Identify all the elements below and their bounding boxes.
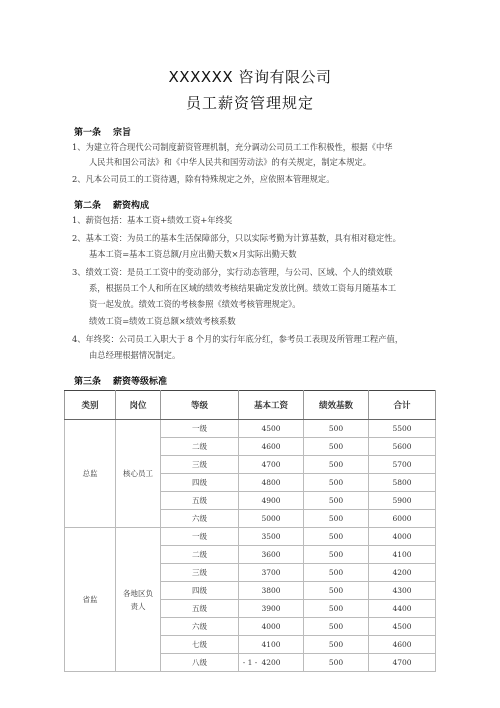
page-number: - 1 - [242,658,258,667]
performance-base-cell: 500 [304,420,369,438]
header-category: 类别 [65,391,116,420]
section-heading-purpose [74,125,143,138]
paragraph-line: 由总经理根据情况制定。 [89,350,181,360]
performance-base-cell: 500 [304,582,369,600]
paragraph-line: 3、绩效工资：是员工工资中的变动部分，实行动态管理，与公司、区域、个人的绩效联 [72,267,393,277]
header-grade: 等级 [161,391,239,420]
base-salary-cell: 3600 [239,546,304,564]
header-base-salary: 基本工资 [239,391,304,420]
grade-cell: 五级 [161,492,239,510]
paragraph-line: 绩效工资=绩效工资总额×绩效考核系数 [89,316,236,326]
total-cell: 6000 [369,510,436,528]
header-total: 合计 [369,391,436,420]
grade-cell: 三级 [161,564,239,582]
performance-base-cell: 500 [304,474,369,492]
base-salary-cell: 4600 [239,438,304,456]
section-heading-salary-grades [74,374,179,387]
grade-cell: 七级 [161,636,239,654]
grade-cell: 二级 [161,546,239,564]
paragraph-line: 资一起发放。绩效工资的考核参照《绩效考核管理规定》。 [89,299,301,309]
base-salary-cell: 4700 [239,456,304,474]
total-cell: 4300 [369,582,436,600]
paragraph-line: 1、薪资包括：基本工资+绩效工资+年终奖 [72,215,233,225]
base-salary-cell: 4100 [239,636,304,654]
performance-base-cell: 500 [304,546,369,564]
grade-cell: 八级 [161,654,239,672]
paragraph-line: 2、凡本公司员工的工资待遇，除有特殊规定之外，应依照本管理规定。 [72,174,335,184]
grade-cell: 六级 [161,618,239,636]
paragraph-line: 基本工资=基本工资总额/月应出勤天数×月实际出勤天数 [89,249,297,259]
table-row [65,420,436,438]
total-cell: 5900 [369,492,436,510]
paragraph-line: 2、基本工资：为员工的基本生活保障部分，只以实际考勤为计算基数，具有相对稳定性。 [72,233,401,243]
performance-base-cell: 500 [304,600,369,618]
total-cell: 4400 [369,600,436,618]
total-cell: 4500 [369,618,436,636]
total-cell: 5700 [369,456,436,474]
header-performance-base: 绩效基数 [304,391,369,420]
performance-base-cell: 500 [304,528,369,546]
section-heading-salary-structure [74,198,161,211]
base-salary-cell: 3900 [239,600,304,618]
performance-base-cell: 500 [304,654,369,672]
grade-cell: 五级 [161,600,239,618]
total-cell: 4600 [369,636,436,654]
base-salary-cell: 3700 [239,564,304,582]
position-cell [116,528,161,672]
salary-grade-table [64,390,436,672]
grade-cell: 四级 [161,474,239,492]
category-cell: 总监 [65,420,116,528]
base-salary-cell: 4900 [239,492,304,510]
base-salary-cell: 3800 [239,582,304,600]
base-salary-cell: 4200 [239,654,304,672]
table-header-row [65,391,436,420]
base-salary-cell: 4000 [239,618,304,636]
base-salary-cell: 4800 [239,474,304,492]
company-title: XXXXXX 咨询有限公司 [168,68,332,86]
performance-base-cell: 500 [304,492,369,510]
total-cell: 4700 [369,654,436,672]
header-position: 岗位 [116,391,161,420]
total-cell: 4200 [369,564,436,582]
base-salary-cell: 5000 [239,510,304,528]
section-name: 薪资等级标准 [113,377,168,387]
performance-base-cell: 500 [304,438,369,456]
base-salary-cell: 4500 [239,420,304,438]
grade-cell: 三级 [161,456,239,474]
total-cell: 5500 [369,420,436,438]
performance-base-cell: 500 [304,456,369,474]
performance-base-cell: 500 [304,510,369,528]
grade-cell: 六级 [161,510,239,528]
table-row [65,528,436,546]
total-cell: 5800 [369,474,436,492]
paragraph-line: 4、年终奖：公司员工入职大于 8 个月的实行年底分红，参考员工表现及所管理工程产值， [72,334,404,344]
total-cell: 4000 [369,528,436,546]
paragraph-line: 1、为建立符合现代公司制度薪资管理机制，充分调动公司员工工作积极性，根据《中华 [72,142,393,152]
position-cell: 核心员工 [116,420,161,528]
total-cell: 5600 [369,438,436,456]
document-title: 员工薪资管理规定 [185,94,314,112]
paragraph-line: 人民共和国公司法》和《中华人民共和国劳动法》的有关规定，制定本规定。 [89,157,372,167]
performance-base-cell: 500 [304,618,369,636]
grade-cell: 四级 [161,582,239,600]
base-salary-cell: 3500 [239,528,304,546]
paragraph-line: 系，根据员工个人和所在区域的绩效考核结果确定发放比例。绩效工资每月随基本工 [89,283,396,293]
section-number: 第一条 [74,128,102,138]
section-number: 第三条 [74,377,102,387]
performance-base-cell: 500 [304,564,369,582]
grade-cell: 一级 [161,420,239,438]
category-cell: 省监 [65,528,116,672]
section-number: 第二条 [74,201,102,211]
performance-base-cell: 500 [304,636,369,654]
grade-cell: 二级 [161,438,239,456]
grade-cell: 一级 [161,528,239,546]
section-name: 薪资构成 [113,201,150,211]
section-name: 宗旨 [113,128,132,138]
position-cell-text: 各地区负责人 [123,588,153,611]
total-cell: 4100 [369,546,436,564]
